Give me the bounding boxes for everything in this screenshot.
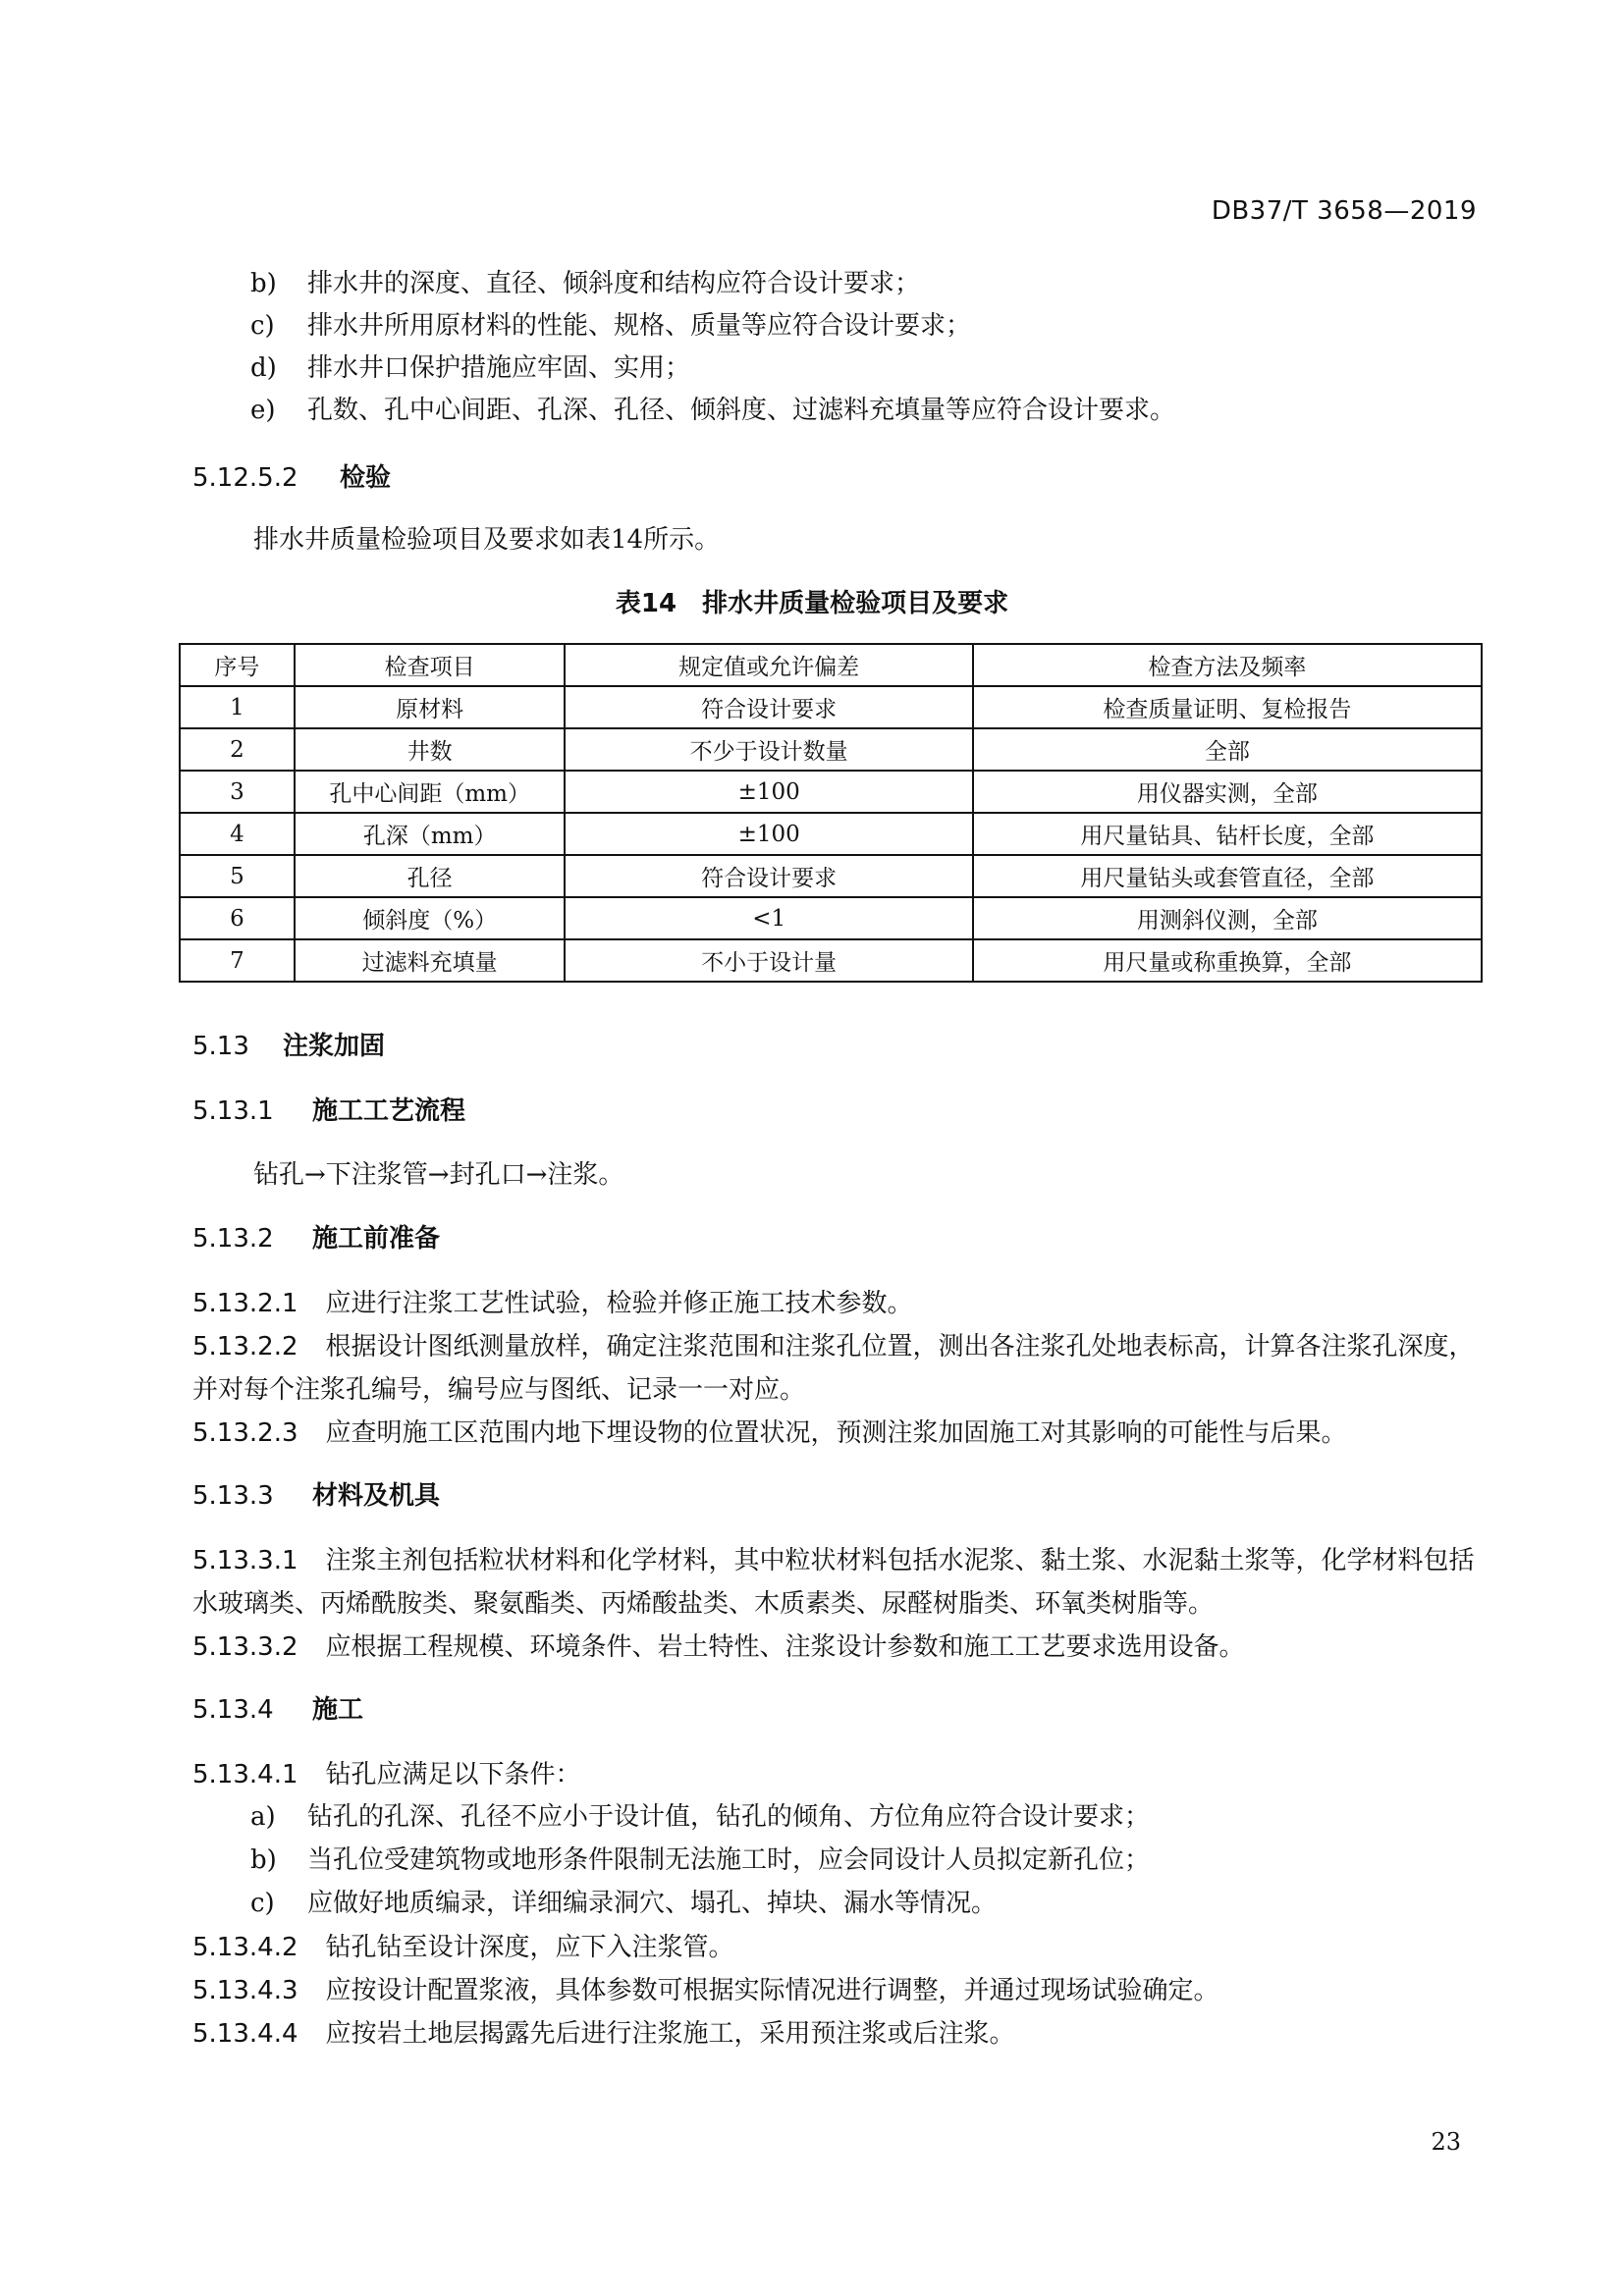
table-cell: 孔中心间距（mm）	[295, 771, 566, 813]
clause-text: 根据设计图纸测量放样，确定注浆范围和注浆孔位置，测出各注浆孔处地表标高，计算各注浆孔深度，并对每个注浆孔编号，编号应与图纸、记录一一对应。	[192, 1332, 1475, 1405]
section-title: 检验	[340, 463, 392, 493]
clause-text: 应查明施工区范围内地下埋设物的位置状况，预测注浆加固施工对其影响的可能性与后果。	[325, 1418, 1347, 1448]
clause-number: 5.13.1	[192, 1096, 274, 1126]
clause-text: 应按设计配置浆液，具体参数可根据实际情况进行调整，并通过现场试验确定。	[325, 1976, 1219, 2005]
clause-number: 5.13.4.1	[192, 1760, 298, 1789]
list-text: 当孔位受建筑物或地形条件限制无法施工时，应会同设计人员拟定新孔位；	[307, 1845, 1151, 1875]
clause-number: 5.13.4.3	[192, 1976, 298, 2005]
table-cell: 不小于设计量	[565, 939, 972, 982]
table-header-row	[180, 644, 1482, 686]
section-title: 注浆加固	[283, 1032, 386, 1061]
list-item	[250, 309, 971, 343]
section-title: 材料及机具	[312, 1481, 441, 1511]
table-cell: 5	[180, 855, 295, 897]
list-text: 排水井口保护措施应牢固、实用；	[307, 353, 691, 383]
clause-paragraph	[192, 1282, 1481, 1325]
list-item	[250, 351, 690, 385]
table-row	[180, 728, 1482, 771]
clause-number: 5.13	[192, 1032, 249, 1061]
clause-paragraph	[192, 1753, 1481, 1796]
clause-number: 5.13.2.2	[192, 1332, 298, 1362]
clause-number: 5.13.3.2	[192, 1632, 298, 1662]
clause-number: 5.13.3.1	[192, 1546, 298, 1575]
table-cell: 过滤料充填量	[295, 939, 566, 982]
clause-paragraph	[192, 1969, 1481, 2012]
section-title: 施工	[312, 1695, 364, 1725]
list-item	[250, 267, 920, 300]
quality-inspection-table	[179, 643, 1483, 983]
table-caption: 表14 排水井质量检验项目及要求	[615, 589, 1009, 618]
column-header: 序号	[180, 644, 295, 686]
table-cell: 符合设计要求	[565, 686, 972, 728]
list-marker: c)	[250, 311, 275, 341]
table-cell: 用尺量钻头或套管直径，全部	[973, 855, 1482, 897]
table-row	[180, 939, 1482, 982]
table-row	[180, 813, 1482, 855]
table-cell: 用仪器实测，全部	[973, 771, 1482, 813]
section-title: 施工工艺流程	[312, 1096, 466, 1126]
table-row	[180, 897, 1482, 939]
clause-text: 应进行注浆工艺性试验，检验并修正施工技术参数。	[325, 1289, 913, 1318]
clause-paragraph	[192, 1626, 1481, 1669]
list-item	[250, 394, 1175, 427]
document-code: DB37/T 3658—2019	[1211, 196, 1477, 226]
clause-paragraph	[192, 1926, 1481, 1969]
body-paragraph: 排水井质量检验项目及要求如表14所示。	[253, 525, 721, 555]
list-item	[250, 1800, 1150, 1834]
table-cell: 2	[180, 728, 295, 771]
list-text: 钻孔的孔深、孔径不应小于设计值，钻孔的倾角、方位角应符合设计要求；	[307, 1802, 1151, 1832]
clause-text: 应按岩土地层揭露先后进行注浆施工，采用预注浆或后注浆。	[325, 2019, 1015, 2049]
table-cell: 用尺量钻具、钻杆长度，全部	[973, 813, 1482, 855]
table-cell: 4	[180, 813, 295, 855]
table-row	[180, 771, 1482, 813]
table-cell: 井数	[295, 728, 566, 771]
table-cell: 1	[180, 686, 295, 728]
clause-number: 5.13.4.4	[192, 2019, 298, 2049]
section-heading-5-13-3	[192, 1479, 440, 1513]
clause-paragraph	[192, 2012, 1481, 2056]
clause-paragraph	[192, 1539, 1481, 1626]
table-cell: 6	[180, 897, 295, 939]
clause-number: 5.13.4.2	[192, 1933, 298, 1962]
list-marker: c)	[250, 1889, 275, 1918]
section-heading-5-12-5-2	[192, 461, 391, 495]
section-heading-5-13-1	[192, 1095, 465, 1128]
list-text: 孔数、孔中心间距、孔深、孔径、倾斜度、过滤料充填量等应符合设计要求。	[307, 396, 1176, 425]
table-cell: 7	[180, 939, 295, 982]
list-item	[250, 1843, 1150, 1877]
table-cell: 用尺量或称重换算，全部	[973, 939, 1482, 982]
table-row	[180, 855, 1482, 897]
table-cell: 检查质量证明、复检报告	[973, 686, 1482, 728]
clause-text: 钻孔钻至设计深度，应下入注浆管。	[325, 1933, 734, 1962]
table-cell: <1	[565, 897, 972, 939]
table-cell: 全部	[973, 728, 1482, 771]
section-title: 施工前准备	[312, 1224, 441, 1254]
table-cell: 孔径	[295, 855, 566, 897]
clause-number: 5.13.2.3	[192, 1418, 298, 1448]
column-header: 检查项目	[295, 644, 566, 686]
column-header: 检查方法及频率	[973, 644, 1482, 686]
list-marker: e)	[250, 396, 276, 425]
table-cell: 符合设计要求	[565, 855, 972, 897]
clause-number: 5.13.2.1	[192, 1289, 298, 1318]
table-row	[180, 686, 1482, 728]
table-cell: 3	[180, 771, 295, 813]
table-cell: 原材料	[295, 686, 566, 728]
list-marker: a)	[250, 1802, 276, 1832]
column-header: 规定值或允许偏差	[565, 644, 972, 686]
section-heading-5-13	[192, 1030, 385, 1063]
section-heading-5-13-4	[192, 1693, 363, 1727]
list-text: 排水井的深度、直径、倾斜度和结构应符合设计要求；	[307, 269, 921, 298]
table-cell: 不少于设计数量	[565, 728, 972, 771]
page-number: 23	[1431, 2128, 1461, 2156]
list-marker: b)	[250, 269, 277, 298]
table-cell: 孔深（mm）	[295, 813, 566, 855]
table-cell: 用测斜仪测，全部	[973, 897, 1482, 939]
clause-paragraph	[192, 1412, 1481, 1455]
clause-number: 5.13.3	[192, 1481, 274, 1511]
clause-number: 5.13.4	[192, 1695, 274, 1725]
list-item	[250, 1887, 997, 1920]
list-marker: d)	[250, 353, 277, 383]
clause-paragraph	[192, 1325, 1481, 1412]
clause-text: 钻孔应满足以下条件：	[325, 1760, 581, 1789]
section-heading-5-13-2	[192, 1222, 440, 1255]
clause-text: 应根据工程规模、环境条件、岩土特性、注浆设计参数和施工工艺要求选用设备。	[325, 1632, 1245, 1662]
clause-number: 5.13.2	[192, 1224, 274, 1254]
table-cell: ±100	[565, 813, 972, 855]
clause-number: 5.12.5.2	[192, 463, 298, 493]
table-cell: ±100	[565, 771, 972, 813]
list-marker: b)	[250, 1845, 277, 1875]
table-cell: 倾斜度（%）	[295, 897, 566, 939]
body-paragraph: 钻孔→下注浆管→封孔口→注浆。	[253, 1160, 624, 1190]
list-text: 排水井所用原材料的性能、规格、质量等应符合设计要求；	[307, 311, 972, 341]
clause-text: 注浆主剂包括粒状材料和化学材料，其中粒状材料包括水泥浆、黏土浆、水泥黏土浆等，化学材料包括水玻璃类、丙烯酰胺类、聚氨酯类、丙烯酸盐类、木质素类、尿醛树脂类、环氧类树脂等。	[192, 1546, 1475, 1619]
list-text: 应做好地质编录，详细编录洞穴、塌孔、掉块、漏水等情况。	[307, 1889, 998, 1918]
